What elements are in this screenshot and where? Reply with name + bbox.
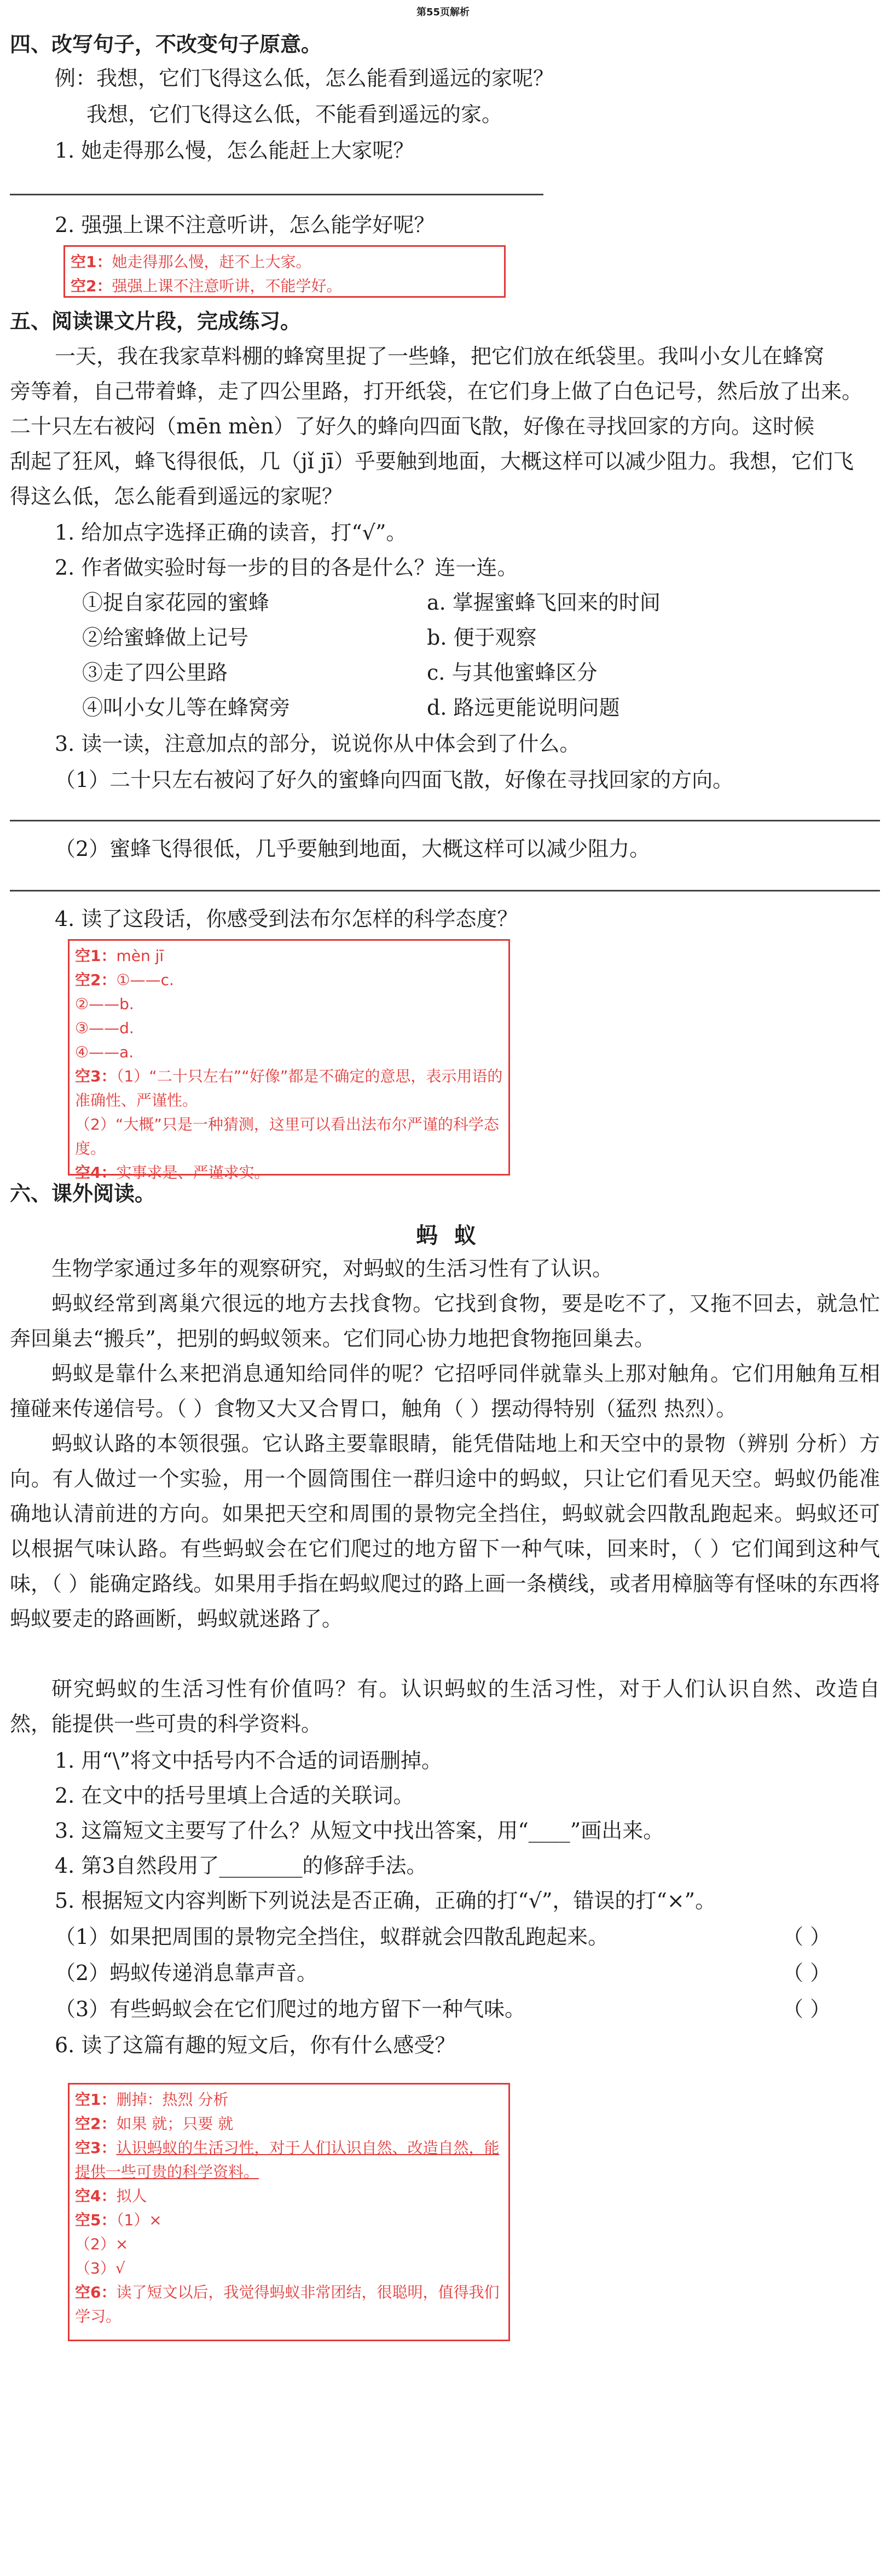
page-header: 第55页解析: [416, 7, 470, 18]
passage-line: 二十只左右被闷（mēn mèn）了好久的蜂向四面飞散，好像在寻找回家的方向。这时候: [10, 414, 815, 438]
answer-row: 空6：读了短文以后，我觉得蚂蚁非常团结，很聪明，值得我们学习。: [75, 2283, 500, 2325]
answer-row: 空4：实事求是、严谨求实。: [75, 1163, 270, 1182]
judge-parens: （ ）: [783, 1961, 831, 1985]
article-paragraph: 研究蚂蚁的生活习性有价值吗？有。认识蚂蚁的生活习性，对于人们认识自然、改造自然，能提供一些可贵的科学资料。: [10, 1677, 880, 1736]
passage-line: 旁等着，自己带着蜂，走了四公里路，打开纸袋，在它们身上做了白色记号，然后放了出来。: [10, 379, 863, 403]
answer-line: [10, 194, 543, 195]
article-paragraph: 生物学家通过多年的观察研究，对蚂蚁的生活习性有了认识。: [51, 1257, 613, 1281]
answer-row: 空3：认识蚂蚁的生活习性，对于人们认识自然、改造自然，能提供一些可贵的科学资料。: [75, 2139, 500, 2181]
s5-question-1: 1. 给加点字选择正确的读音，打“√”。: [55, 520, 407, 545]
s6-question-6: 6. 读了这篇有趣的短文后，你有什么感受？: [55, 2033, 456, 2057]
s5-question-4: 4. 读了这段话，你感受到法布尔怎样的科学态度？: [55, 907, 518, 931]
s5-question-3-2: （2）蜜蜂飞得很低，几乎要触到地面，大概这样可以减少阻力。: [55, 837, 651, 861]
article-paragraph: 蚂蚁认路的本领很强。它认路主要靠眼睛，能凭借陆地上和天空中的景物（辨别 分析）方向。有人做过一个实验，用一个圆筒围住一群归途中的蚂蚁，只让它们看见天空。蚂蚁仍能准确地认清前进的方向。如果把天空和周围的景物完全挡住，蚂蚁就会四散乱跑起来。蚂蚁还可以根据气味认路。有些蚂蚁会在它们爬过的地方留下一种气味，回来时，（ ）它们闻到这种气味，（ ）能确定路线。如果用手指在蚂蚁爬过的路上画一条横线，或者用樟脑等有怪味的东西将蚂蚁要走的路画断，蚂蚁就迷路了。: [10, 1432, 880, 1631]
s6-question-1: 1. 用“\”将文中括号内不合适的词语删掉。: [55, 1749, 442, 1773]
judge-parens: （ ）: [783, 1925, 831, 1949]
match-right-item: d. 路远更能说明问题: [427, 696, 620, 720]
s4-question-1: 1. 她走得那么慢，怎么能赶上大家呢？: [55, 138, 414, 163]
s6-question-5: 5. 根据短文内容判断下列说法是否正确，正确的打“√”，错误的打“×”。: [55, 1889, 716, 1913]
answer-row: 空1：删掉：热烈 分析: [75, 2091, 229, 2109]
answer-row: （2）“大概”只是一种猜测，这里可以看出法布尔严谨的科学态度。: [75, 1115, 499, 1157]
match-right-item: b. 便于观察: [427, 626, 537, 650]
answer-row: 空2：如果 就；只要 就: [75, 2115, 234, 2133]
s6-question-3: 3. 这篇短文主要写了什么？从短文中找出答案，用“____”画出来。: [55, 1819, 664, 1843]
section-5-title: 五、阅读课文片段，完成练习。: [10, 309, 302, 333]
match-left-item: ③走了四公里路: [82, 661, 228, 685]
s4-example-1: 例：我想，它们飞得这么低，怎么能看到遥远的家呢？: [55, 66, 554, 90]
answer-row: 空2：①——c.: [75, 971, 174, 989]
match-left-item: ④叫小女儿等在蜂窝旁: [82, 696, 291, 720]
answer-row: 空5：（1）×: [75, 2211, 162, 2229]
answer-row: 空3：（1）“二十只左右”“好像”都是不确定的意思，表示用语的准确性、严谨性。: [75, 1067, 503, 1109]
s5-question-2: 2. 作者做实验时每一步的目的各是什么？连一连。: [55, 555, 518, 580]
judge-statement: （3）有些蚂蚁会在它们爬过的地方留下一种气味。: [55, 1997, 526, 2021]
passage-line: 刮起了狂风，蜂飞得很低，几（jǐ jī）乎要触到地面，大概这样可以减少阻力。我想，它们飞: [10, 449, 854, 473]
answer-row: ②——b.: [75, 995, 134, 1013]
match-right-item: a. 掌握蜜蜂飞回来的时间: [427, 591, 661, 615]
answer-line: [10, 890, 880, 892]
answer-row: （2）×: [75, 2235, 129, 2253]
answer-row: 空1：mèn jī: [75, 947, 164, 965]
passage-line: 得这么低，怎么能看到遥远的家呢？: [10, 484, 343, 508]
s4-example-2: 我想，它们飞得这么低，不能看到遥远的家。: [86, 102, 503, 126]
judge-parens: （ ）: [783, 1997, 831, 2021]
s4-question-2: 2. 强强上课不注意听讲，怎么能学好呢？: [55, 213, 435, 237]
s6-answer-box: [68, 2083, 510, 2341]
s5-question-3: 3. 读一读，注意加点的部分，说说你从中体会到了什么。: [55, 732, 581, 756]
article-paragraph: 蚂蚁是靠什么来把消息通知给同伴的呢？它招呼同伴就靠头上那对触角。它们用触角互相撞碰来传递信号。（ ）食物又大又合胃口，触角（ ）摆动得特别（猛烈 热烈）。: [10, 1362, 880, 1421]
s6-question-2: 2. 在文中的括号里填上合适的关联词。: [55, 1784, 414, 1808]
match-left-item: ①捉自家花园的蜜蜂: [82, 591, 270, 615]
match-left-item: ②给蜜蜂做上记号: [82, 626, 249, 650]
s4-answer-box: [63, 245, 506, 298]
s5-question-3-1: （1）二十只左右被闷了好久的蜜蜂向四面飞散，好像在寻找回家的方向。: [55, 768, 734, 792]
passage-line: 一天，我在我家草料棚的蜂窝里捉了一些蜂，把它们放在纸袋里。我叫小女儿在蜂窝: [55, 344, 825, 368]
section-4-title: 四、改写句子，不改变句子原意。: [10, 32, 322, 56]
section-6-title: 六、课外阅读。: [10, 1182, 156, 1206]
answer-row: 空1：她走得那么慢，赶不上大家。: [71, 253, 311, 271]
judge-statement: （2）蚂蚁传递消息靠声音。: [55, 1961, 318, 1985]
answer-line: [10, 820, 880, 821]
s5-answer-box: [68, 939, 510, 1182]
match-right-item: c. 与其他蜜蜂区分: [427, 661, 598, 685]
answer-row: ③——d.: [75, 1019, 134, 1037]
answer-row: 空2：强强上课不注意听讲，不能学好。: [71, 277, 342, 295]
s6-question-4: 4. 第3自然段用了________的修辞手法。: [55, 1854, 427, 1878]
article-paragraph: 蚂蚁经常到离巢穴很远的地方去找食物。它找到食物，要是吃不了，又拖不回去，就急忙奔回巢去“搬兵”，把别的蚂蚁领来。它们同心协力地把食物拖回巢去。: [10, 1292, 880, 1351]
answer-row: （3）√: [75, 2259, 125, 2277]
answer-row: ④——a.: [75, 1043, 134, 1061]
answer-row: 空4：拟人: [75, 2187, 147, 2205]
article-title: 蚂蚁: [416, 1223, 493, 1248]
judge-statement: （1）如果把周围的景物完全挡住，蚁群就会四散乱跑起来。: [55, 1925, 609, 1949]
